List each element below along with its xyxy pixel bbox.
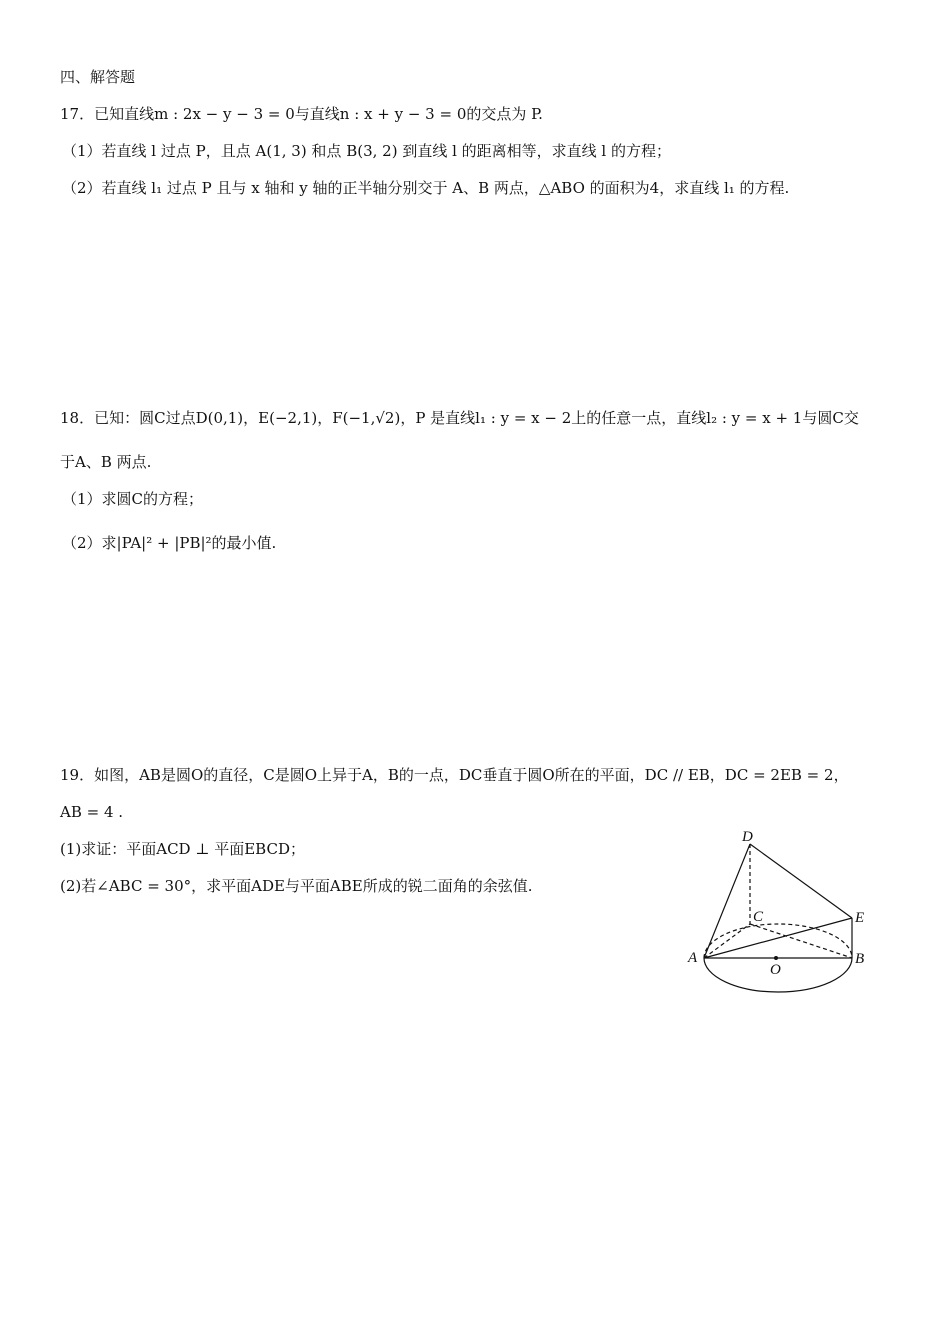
center-point-o	[774, 956, 778, 960]
q18-part2: （2）求|PA|² + |PB|²的最小值.	[62, 534, 277, 552]
geometry-figure	[684, 824, 884, 1000]
q19-part2: (2)若∠ABC = 30°，求平面ADE与平面ABE所成的锐二面角的余弦值.	[60, 877, 533, 895]
q19-part1: (1)求证：平面ACD ⊥ 平面EBCD；	[60, 840, 305, 858]
label-o: O	[770, 962, 781, 978]
section-title: 四、解答题	[60, 68, 136, 86]
q18-stem-line2: 于A、B 两点.	[60, 453, 152, 471]
label-c: C	[753, 909, 764, 925]
base-circle-back-arc	[704, 924, 852, 958]
q17-stem: 17．已知直线m : 2x − y − 3 = 0与直线n : x + y − 3 = 0的交点为 P.	[60, 105, 543, 123]
q17-part2: （2）若直线 l₁ 过点 P 且与 x 轴和 y 轴的正半轴分别交于 A、B 两点，△ABO 的面积为4，求直线 l₁ 的方程.	[62, 179, 790, 197]
label-b: B	[855, 951, 865, 967]
q17-part1: （1）若直线 l 过点 P，且点 A(1, 3) 和点 B(3, 2) 到直线 l 的距离相等，求直线 l 的方程；	[62, 142, 671, 160]
label-e: E	[855, 910, 865, 926]
q19-stem-line2: AB = 4 .	[60, 803, 124, 821]
q18-part1: （1）求圆C的方程；	[62, 490, 204, 508]
q18-stem-line1: 18．已知：圆C过点D(0,1)，E(−2,1)，F(−1,√2)，P 是直线l₁ : y = x − 2上的任意一点，直线l₂ : y = x + 1与圆C交	[60, 409, 859, 427]
segment-de	[750, 844, 852, 918]
label-d: D	[742, 829, 753, 845]
label-a: A	[688, 950, 698, 966]
q19-stem-line1: 19．如图，AB是圆O的直径，C是圆O上异于A，B的一点，DC垂直于圆O所在的平面，DC // EB，DC = 2EB = 2，	[60, 766, 849, 784]
